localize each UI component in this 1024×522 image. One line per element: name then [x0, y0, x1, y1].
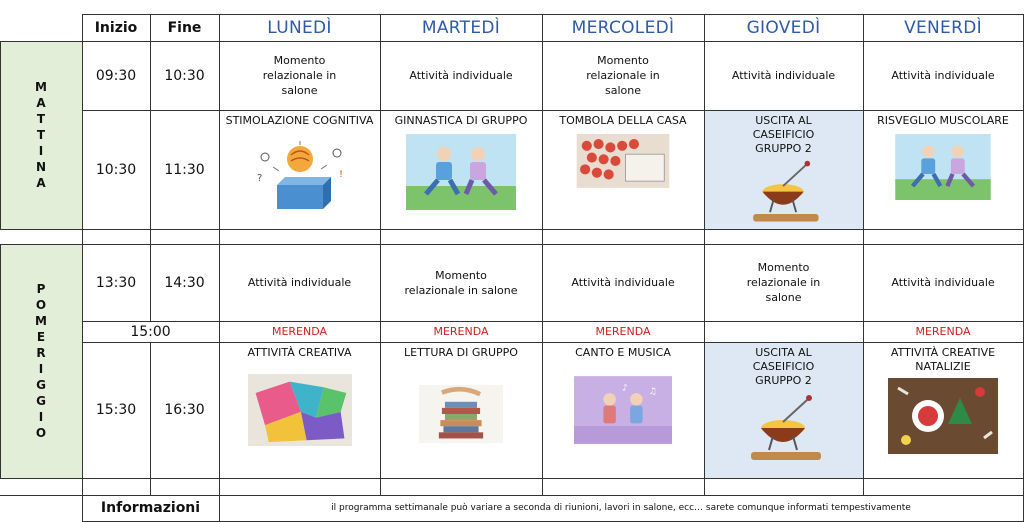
- svg-text:!: !: [338, 169, 343, 180]
- row3-thursday: Momento relazionale in salone: [746, 261, 821, 304]
- row3-friday: Attività individuale: [891, 276, 995, 289]
- grid-line: [0, 244, 1, 478]
- activity-title: LETTURA DI GRUPPO: [404, 346, 518, 359]
- snack-thursday: [704, 321, 863, 342]
- day-header-friday: VENERDÌ: [904, 17, 982, 38]
- day-header-tuesday: MARTEDÌ: [421, 17, 501, 38]
- grid-line: [219, 14, 220, 522]
- row4-time: 15:00: [130, 323, 171, 340]
- snack-wednesday: MERENDA: [595, 325, 651, 338]
- grid-line: [0, 41, 1, 229]
- morning-section: [0, 41, 82, 229]
- activity-title: GINNASTICA DI GRUPPO: [394, 114, 528, 127]
- svg-text:♫: ♫: [648, 386, 657, 397]
- activity-title: ATTIVITÀ CREATIVE NATALIZIE: [890, 346, 996, 373]
- row5-monday: [219, 342, 380, 478]
- row2-thursday: [704, 110, 863, 229]
- singing-music-icon: [574, 376, 672, 444]
- row3-wednesday: Attività individuale: [571, 276, 675, 289]
- grid-line: [704, 14, 705, 495]
- afternoon-section: [0, 244, 82, 478]
- activity-title: USCITA AL CASEIFICIO GRUPPO 2: [752, 114, 815, 155]
- activity-title: RISVEGLIO MUSCOLARE: [877, 114, 1009, 127]
- christmas-crafts-icon: [888, 378, 998, 454]
- books-stack-icon: [419, 366, 503, 462]
- snack-friday: MERENDA: [915, 325, 971, 338]
- grid-line: [150, 14, 151, 321]
- row1-start: 09:30: [95, 67, 137, 84]
- activity-title: TOMBOLA DELLA CASA: [559, 114, 687, 127]
- row2-tuesday: [380, 110, 542, 229]
- end-header: Fine: [167, 19, 202, 36]
- day-header-monday: LUNEDÌ: [267, 17, 332, 38]
- row2-wednesday: [542, 110, 704, 229]
- grid-line: [0, 478, 1024, 479]
- tombola-icon: [568, 134, 678, 198]
- grid-line: [82, 110, 1024, 111]
- row3-monday: Attività individuale: [247, 276, 352, 289]
- svg-text:♪: ♪: [622, 383, 628, 394]
- activity-title: STIMOLAZIONE COGNITIVA: [225, 114, 374, 127]
- grid-line: [82, 14, 1024, 15]
- afternoon-label: P O M E R I G G I O: [35, 282, 47, 440]
- row3-tuesday: Momento relazionale in salone: [404, 268, 518, 297]
- row5-start: 15:30: [95, 402, 137, 418]
- grid-line: [863, 14, 864, 495]
- grid-line: [542, 14, 543, 495]
- cognitive-box-icon: [245, 134, 355, 216]
- grid-line: [82, 321, 1024, 322]
- row3-end: 14:30: [164, 274, 205, 291]
- elderly-exercise-icon: [406, 134, 516, 210]
- row1-tuesday: Attività individuale: [409, 69, 513, 82]
- row2-monday: [219, 110, 380, 229]
- info-label: Informazioni: [100, 500, 201, 516]
- day-header-wednesday: MERCOLEDÌ: [571, 17, 675, 38]
- morning-label: M A T T I N A: [35, 80, 47, 190]
- start-header: Inizio: [94, 19, 138, 36]
- activity-title: CANTO E MUSICA: [575, 346, 671, 359]
- row2-friday: [863, 110, 1023, 229]
- fondue-icon: [729, 392, 839, 468]
- row5-wednesday: [542, 342, 704, 478]
- row1-wednesday: Momento relazionale in salone: [586, 54, 660, 97]
- row5-friday: [863, 342, 1023, 478]
- row2-start: 10:30: [95, 161, 137, 178]
- row1-friday: Attività individuale: [891, 69, 995, 82]
- snack-monday: MERENDA: [271, 325, 328, 338]
- row5-tuesday: [380, 342, 542, 478]
- info-text: il programma settimanale può variare a seconda di riunioni, lavori in salone, ecc… sarete comunque informati tempestivamente: [331, 503, 911, 513]
- grid-line: [0, 495, 1024, 496]
- grid-line: [82, 342, 1024, 343]
- watercolor-painting-icon: [248, 374, 352, 446]
- grid-line: [82, 14, 83, 522]
- grid-line: [0, 244, 1024, 245]
- row1-monday: Momento relazionale in salone: [262, 54, 337, 97]
- snack-tuesday: MERENDA: [433, 325, 489, 338]
- elderly-exercise-icon: [895, 134, 991, 200]
- row5-thursday: [704, 342, 863, 478]
- day-header-thursday: GIOVEDÌ: [746, 17, 821, 38]
- fondue-icon: [729, 158, 839, 229]
- row1-thursday: Attività individuale: [731, 69, 836, 82]
- activity-title: ATTIVITÀ CREATIVA: [247, 346, 352, 359]
- row2-end: 11:30: [164, 161, 205, 178]
- grid-line: [150, 342, 151, 495]
- row1-end: 10:30: [164, 67, 205, 84]
- activity-title: USCITA AL CASEIFICIO GRUPPO 2: [752, 346, 815, 387]
- row3-start: 13:30: [95, 274, 137, 291]
- grid-line: [0, 229, 1024, 230]
- svg-text:?: ?: [256, 173, 262, 184]
- grid-line: [380, 14, 381, 495]
- grid-line: [0, 41, 1024, 42]
- row5-end: 16:30: [164, 402, 205, 418]
